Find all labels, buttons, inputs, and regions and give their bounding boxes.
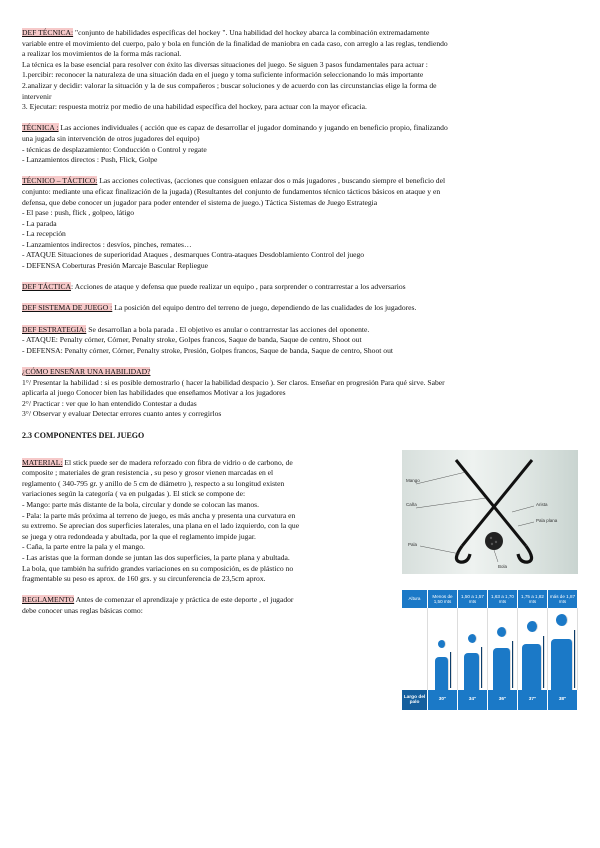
label-mango: Mango: [406, 477, 420, 483]
como-ensenar-paragraph: ¿CÓMO ENSEÑAR UNA HABILIDAD? 1°/ Presentar la habilidad : si es posible demostrarlo ( hacer la habilidad despacio ). Ser claros. Enseñar en progresión Para qué sirve. Saber aplicarla al juego Conocer bien las habilidades que enseñamos Motivar a los jugadores 2°/ Practicar : ver que lo han entendido Contestar a dudas 3°/ Observar y evaluar Detectar errores cuanto antes y corregirlos: [22, 367, 445, 419]
header-col-4: 1,75 a 1,82 mts: [518, 590, 548, 608]
body-spacer: [402, 608, 428, 690]
player-stick-icon: [574, 630, 576, 688]
length-5: 38": [548, 690, 578, 710]
material-paragraph: MATERIAL: El stick puede ser de madera reforzado con fibra de vidrio o de carbono, de composite ; materiales de gran resistencia , su peso y grosor vienen marcadas en el reglamento ( 340-795 gr. y anillo de 5 cm de diámetro ), respecto a su longitud existen variaciones según la categoría ( va en pulgadas ). El stick se compone de: - Mango: parte más distante de la bola, circular y donde se colocan las manos. - Pala: la parte más próxima al terreno de juego, es más ancha y presenta una curvatura en su extremo. Se aprecian dos superficies laterales, una plana en el lado izquierdo, con la que se juega y otra redondeada y abultada, por la que el reglamento impide jugar. - Caña, la parte entre la pala y el mango. - Las aristas que la forman donde se juntan las dos superficies, la parte plana y abultada. La bola, que también ha sufrido grandes variaciones en su composición, es de plástico no fragmentable su peso es aprox. de 160 grs. y su circunferencia de 23,5cm aprox.: [22, 457, 300, 584]
player-head-icon: [438, 640, 446, 648]
def-estrategia-label: DEF ESTRATEGIA:: [22, 324, 87, 334]
player-head-icon: [468, 634, 477, 643]
def-tecnica-paragraph: DEF TÉCNICA: "conjunto de habilidades específicas del hockey ". Una habilidad del hockey abarca la combinación extremadamente variable entre el movimiento del cuerpo, palo y bola en función de la finalidad de maniobra en cada caso, con arreglo a las reglas, tendiendo a realizar los movimientos de la forma más racional. La técnica es la base esencial para resolver con éxito las diversas situaciones del juego. Se siguen 3 pasos fundamentales para actuar : 1.percibir: reconocer la naturaleza de una situación dada en el juego y toma suficiente información seleccionando lo más importante 2.analizar y decidir: valorar la situación y la de sus compañeros ; buscar soluciones y de acuerdo con las circunstancias elige la forma de intervenir 3. Ejecutar: respuesta motriz por medio de una habilidad específica del hockey, para actuar con la mayor eficacia.: [22, 28, 448, 112]
footer-label: Largo del palo: [402, 690, 428, 710]
document-page: [22, 28, 578, 705]
reglamento-paragraph: REGLAMENTO Antes de comenzar el aprendizaje y práctica de este deporte , el jugador debe conocer unas reglas básicas como:: [22, 595, 294, 615]
label-pala-plana: Pala plana: [536, 517, 558, 523]
length-4: 37": [518, 690, 548, 710]
header-col-5: más de 1,87 mts: [548, 590, 578, 608]
label-bola: Bola: [498, 563, 508, 569]
label-arista: Arista: [536, 501, 548, 507]
def-estrategia-paragraph: DEF ESTRATEGIA: Se desarrollan a bola parada . El objetivo es anular o contrarrestar las acciones del oponente. - ATAQUE: Penalty córner, Córner, Penalty stroke, Golpes francos, Saque de banda, Saque de centro, Shoot out - DEFENSA: Penalty córner, Córner, Penalty stroke, Presión, Golpes francos, Saque de banda, Saque de centro, Shoot out: [22, 324, 393, 355]
player-head-icon: [497, 627, 507, 637]
player-cell: [518, 608, 548, 690]
stick-size-table: [402, 590, 578, 710]
player-stick-icon: [543, 636, 545, 688]
player-head-icon: [556, 614, 568, 626]
size-table-footer: [402, 690, 578, 710]
hockey-sticks-icon: [402, 450, 578, 574]
def-sistema-paragraph: DEF SISTEMA DE JUEGO : La posición del equipo dentro del terreno de juego, dependiendo de las cualidades de los jugadores.: [22, 303, 417, 313]
length-2: 34": [458, 690, 488, 710]
header-col-1: Menos de 1,50 mts: [428, 590, 458, 608]
player-stick-icon: [512, 641, 514, 688]
section-title: 2.3 COMPONENTES DEL JUEGO: [22, 430, 145, 440]
componentes-text: [22, 450, 392, 628]
player-cell: [458, 608, 488, 690]
def-tactica-label: DEF TÁCTICA: [22, 282, 72, 292]
player-head-icon: [527, 621, 538, 632]
size-table-body: [402, 608, 578, 690]
header-col-3: 1,63 a 1,70 mts: [488, 590, 518, 608]
def-tactica-paragraph: DEF TÁCTICA: Acciones de ataque y defensa que puede realizar un equipo , para sorprender o contrarrestar a los adversarios: [22, 282, 406, 292]
reglamento-label: REGLAMENTO: [22, 595, 75, 605]
tecnico-tactico-paragraph: TÉCNICO – TÁCTICO: Las acciones colectivas, (acciones que consiguen enlazar dos o más jugadores , buscando siempre el beneficio del conjunto: mediante una eficaz finalización de la jugada) (Resultantes del conjunto de fundamentos técnico tácticos básicos en ataque y en defensa, que debe conocer un jugador para poder entender el sistema de juego.) Táctica Sistemas de Juego Estrategia - El pase : push, flick , golpeo, látigo - La parada - La recepción - Lanzamientos indirectos : desvíos, pinches, remates… - ATAQUE Situaciones de superioridad Ataques , desmarques Contra-ataques Desdoblamiento Control del juego - DEFENSA Coberturas Presión Marcaje Bascular Repliegue: [22, 176, 446, 271]
hockey-stick-figure: [402, 450, 578, 574]
tecnica-label: TÉCNICA :: [22, 123, 59, 133]
length-3: 36": [488, 690, 518, 710]
material-label: MATERIAL:: [22, 457, 63, 467]
size-table-header: [402, 590, 578, 608]
player-cell: [428, 608, 458, 690]
header-col-2: 1,50 a 1,57 mts: [458, 590, 488, 608]
def-tecnica-label: DEF TÉCNICA:: [22, 28, 74, 37]
def-sistema-label: DEF SISTEMA DE JUEGO :: [22, 303, 113, 313]
player-cell: [548, 608, 578, 690]
label-cana: Caña: [406, 501, 417, 507]
como-ensenar-label: ¿CÓMO ENSEÑAR UNA HABILIDAD?: [22, 367, 151, 376]
tecnico-tactico-label: TÉCNICO – TÁCTICO:: [22, 176, 98, 186]
player-stick-icon: [450, 652, 452, 688]
length-1: 30": [428, 690, 458, 710]
player-stick-icon: [481, 647, 483, 688]
label-pala: Pala: [408, 541, 418, 547]
player-cell: [488, 608, 518, 690]
tecnica-paragraph: TÉCNICA : Las acciones individuales ( acción que es capaz de desarrollar el jugador dominando y jugando en beneficio propio, finalizando una jugada sin intervención de otros jugadores del equipo) - técnicas de desplazamiento: Conducción o Control y regate - Lanzamientos directos : Push, Flick, Golpe: [22, 123, 448, 165]
header-altura: Altura: [402, 590, 428, 608]
